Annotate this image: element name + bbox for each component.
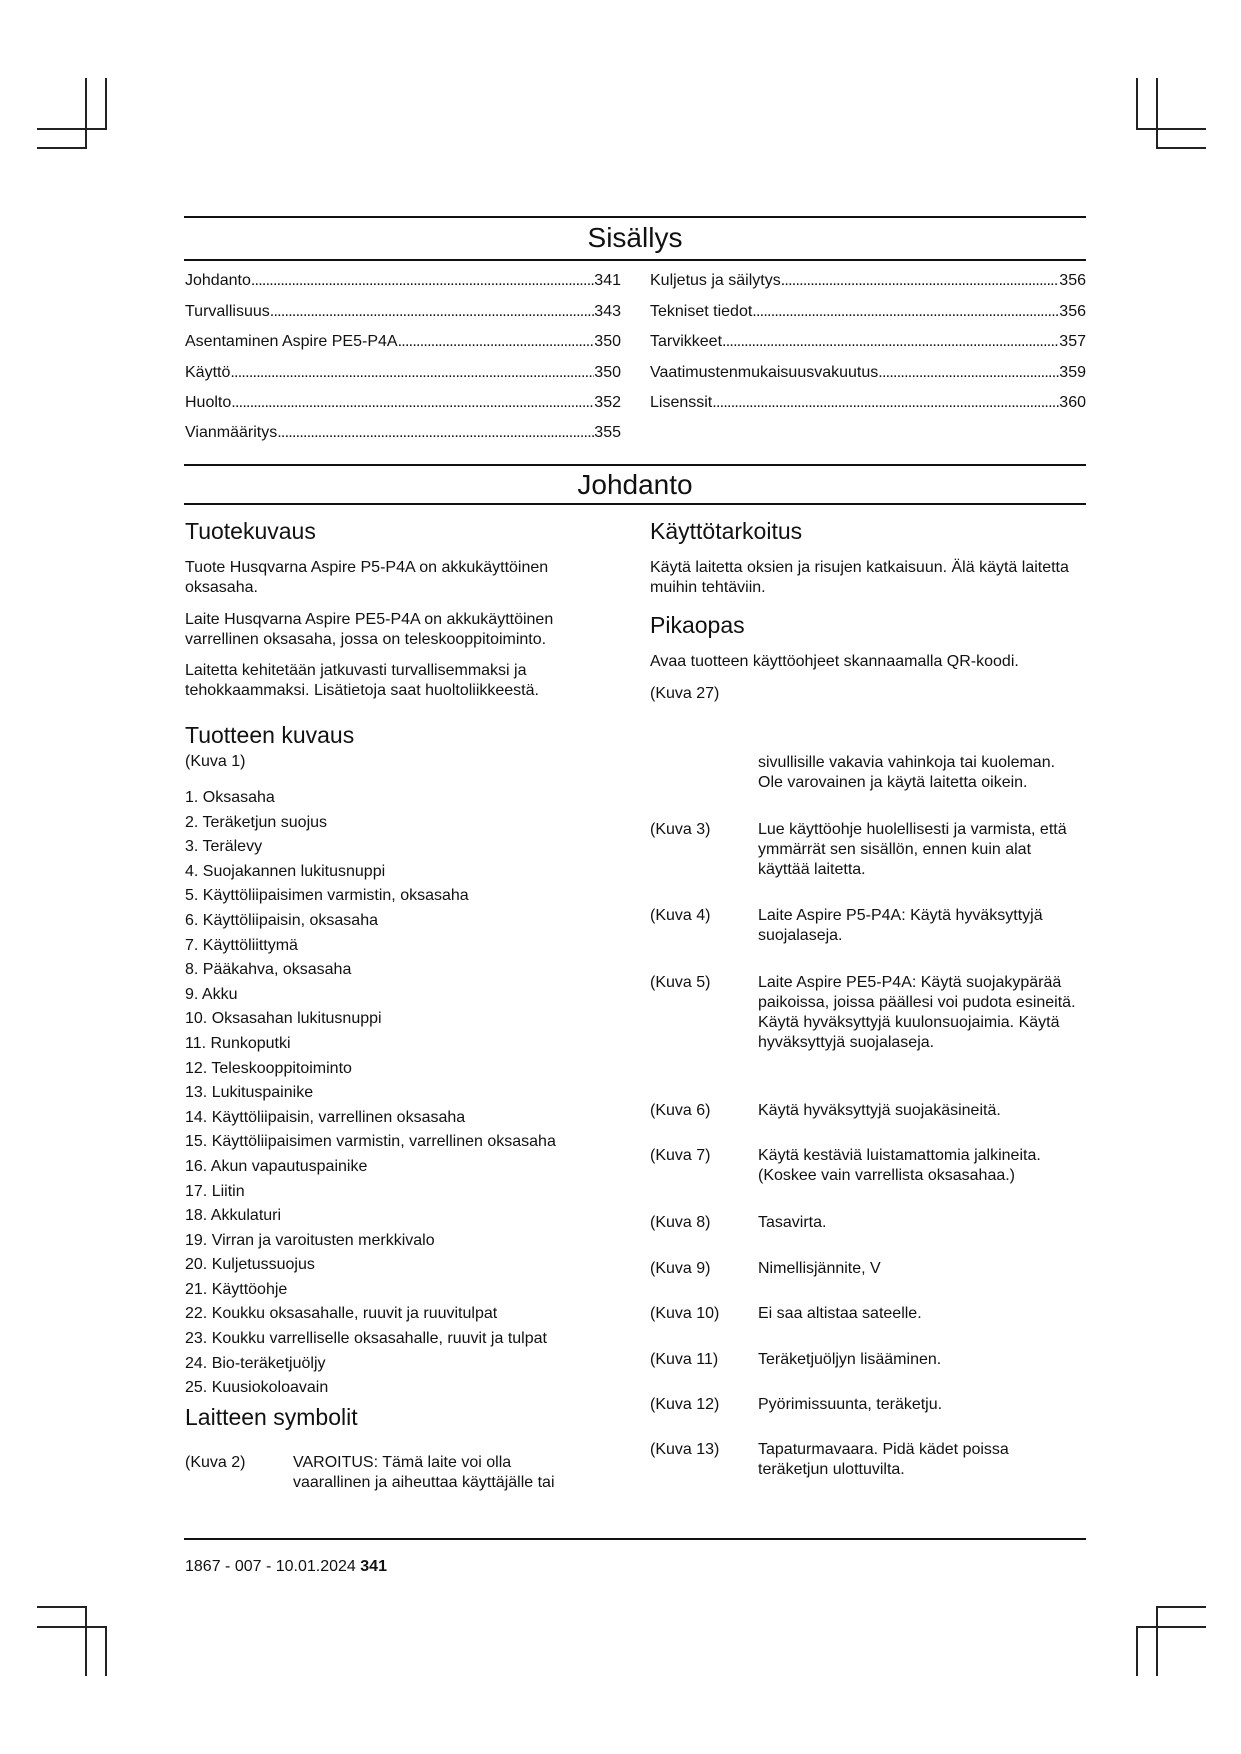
toc-entry-page: 360	[1059, 394, 1086, 411]
divider	[184, 464, 1086, 466]
list-item: 20. Kuljetussuojus	[185, 1256, 315, 1274]
divider	[184, 259, 1086, 261]
toc-entry-label: Turvallisuus	[185, 303, 270, 320]
footer-doc-info: 1867 - 007 - 10.01.2024	[185, 1558, 356, 1575]
footer-divider	[184, 1538, 1086, 1540]
toc-entry-label: Käyttö	[185, 364, 231, 381]
figure-ref: (Kuva 27)	[650, 685, 720, 702]
toc-leader	[781, 272, 1060, 290]
symbol-figure-ref: (Kuva 8)	[650, 1214, 711, 1231]
symbol-description: sivullisille vakavia vahinkoja tai kuoleman. Ole varovainen ja käytä laitetta oikein.	[758, 754, 1056, 791]
symbol-description: Käytä kestäviä luistamattomia jalkineita. (Koskee vain varrellista oksasahaa.)	[758, 1147, 1041, 1184]
section-title: Johdanto	[577, 469, 693, 500]
list-item: 16. Akun vapautuspainike	[185, 1157, 368, 1175]
footer	[185, 1558, 387, 1576]
list-item: 12. Teleskooppitoiminto	[185, 1059, 352, 1077]
symbol-figure-ref: (Kuva 7)	[650, 1147, 711, 1164]
toc-leader	[712, 394, 1059, 412]
list-item: 4. Suojakannen lukitusnuppi	[185, 862, 386, 880]
crop-mark	[85, 78, 87, 148]
list-item: 14. Käyttöliipaisin, varrellinen oksasaha	[185, 1108, 466, 1126]
toc-entry[interactable]	[650, 394, 1086, 412]
toc-title: Sisällys	[587, 222, 683, 253]
toc-entry-page: 356	[1059, 272, 1086, 289]
toc-entry-label: Huolto	[185, 394, 232, 411]
list-item: 8. Pääkahva, oksasaha	[185, 961, 352, 979]
symbol-figure-ref: (Kuva 2)	[185, 1454, 246, 1471]
toc-entry-page: 355	[594, 424, 621, 441]
toc-entry[interactable]	[185, 303, 621, 321]
symbol-description: Laite Aspire PE5-P4A: Käytä suojakypärää paikoissa, joissa päällesi voi pudota esineitä. Käytä hyväksyttyjä kuulonsuojaimia. Käytä hyväksyttyjä suojalaseja.	[758, 974, 1076, 1051]
paragraph: Tuote Husqvarna Aspire P5-P4A on akkukäyttöinen oksasaha.	[185, 559, 549, 596]
heading-intended-use: Käyttötarkoitus	[650, 518, 803, 544]
toc-entry-page: 350	[594, 364, 621, 381]
toc-entry-page: 343	[594, 303, 621, 320]
list-item: 10. Oksasahan lukitusnuppi	[185, 1010, 382, 1028]
toc-entry[interactable]	[650, 303, 1086, 321]
toc-leader	[752, 303, 1059, 321]
heading-quick-guide: Pikaopas	[650, 612, 745, 638]
toc-entry[interactable]	[650, 364, 1086, 382]
toc-entry[interactable]	[185, 272, 621, 290]
toc-entry-label: Lisenssit	[650, 394, 713, 411]
toc-entry-page: 350	[594, 333, 621, 350]
symbol-description: Lue käyttöohje huolellisesti ja varmista, että ymmärrät sen sisällön, ennen kuin alat käyttää laitetta.	[758, 821, 1067, 878]
paragraph: Avaa tuotteen käyttöohjeet skannaamalla QR-koodi.	[650, 653, 1019, 670]
symbol-description: Käytä hyväksyttyjä suojakäsineitä.	[758, 1102, 1001, 1119]
toc-leader	[270, 303, 595, 321]
paragraph: Laitetta kehitetään jatkuvasti turvallisemmaksi ja tehokkaammaksi. Lisätietoja saat huoltoliikkeestä.	[185, 662, 539, 699]
list-item: 22. Koukku oksasahalle, ruuvit ja ruuvitulpat	[185, 1305, 498, 1323]
list-item: 13. Lukituspainike	[185, 1084, 314, 1102]
symbol-description: Nimellisjännite, V	[758, 1260, 881, 1277]
toc-entry[interactable]	[650, 333, 1086, 351]
heading-symbols: Laitteen symbolit	[185, 1404, 358, 1430]
symbol-figure-ref: (Kuva 12)	[650, 1396, 720, 1413]
crop-mark	[1156, 147, 1206, 149]
divider	[184, 503, 1086, 505]
crop-mark	[1156, 78, 1158, 148]
crop-mark	[37, 1606, 87, 1608]
parts-list	[185, 786, 556, 1401]
list-item: 6. Käyttöliipaisin, oksasaha	[185, 911, 378, 929]
list-item: 5. Käyttöliipaisimen varmistin, oksasaha	[185, 887, 469, 905]
toc-entry-label: Tekniset tiedot	[650, 303, 753, 320]
list-item: 7. Käyttöliittymä	[185, 936, 298, 954]
toc-entry-label: Vianmääritys	[185, 424, 278, 441]
symbol-description: VAROITUS: Tämä laite voi olla vaarallinen ja aiheuttaa käyttäjälle tai	[293, 1454, 555, 1491]
list-item: 23. Koukku varrelliselle oksasahalle, ruuvit ja tulpat	[185, 1330, 547, 1348]
list-item: 21. Käyttöohje	[185, 1280, 288, 1298]
symbol-row	[185, 1453, 625, 1497]
list-item: 18. Akkulaturi	[185, 1207, 282, 1225]
divider	[184, 216, 1086, 218]
toc-entry-label: Johdanto	[185, 272, 251, 289]
symbol-description: Tasavirta.	[758, 1214, 827, 1231]
list-item: 1. Oksasaha	[185, 789, 275, 806]
symbol-description: Tapaturmavaara. Pidä kädet poissa teräketjun ulottuvilta.	[758, 1441, 1009, 1478]
symbol-description: Pyörimissuunta, teräketju.	[758, 1396, 943, 1413]
toc-entry-label: Kuljetus ja säilytys	[650, 272, 781, 289]
crop-mark	[37, 128, 107, 130]
toc-entry-page: 357	[1059, 333, 1086, 350]
list-item: 9. Akku	[185, 985, 238, 1003]
toc-leader	[231, 394, 594, 412]
toc-leader	[398, 333, 595, 351]
list-item: 24. Bio-teräketjuöljy	[185, 1354, 326, 1372]
toc-entry-label: Vaatimustenmukaisuusvakuutus	[650, 364, 879, 381]
toc-entry-label: Tarvikkeet	[650, 333, 723, 350]
crop-mark	[37, 1626, 107, 1628]
symbol-figure-ref: (Kuva 4)	[650, 907, 711, 924]
list-item: 2. Teräketjun suojus	[185, 813, 328, 831]
symbol-description: Laite Aspire P5-P4A: Käytä hyväksyttyjä suojalaseja.	[758, 907, 1043, 944]
toc-entry-page: 341	[594, 272, 621, 289]
list-item: 25. Kuusiokoloavain	[185, 1379, 329, 1397]
toc-entry[interactable]	[185, 364, 621, 382]
symbol-figure-ref: (Kuva 9)	[650, 1260, 711, 1277]
toc-entry-page: 359	[1059, 364, 1086, 381]
toc-entry[interactable]	[650, 272, 1086, 290]
heading-product-overview: Tuotteen kuvaus	[185, 722, 355, 748]
crop-mark	[1156, 1606, 1206, 1608]
heading-product-description: Tuotekuvaus	[185, 518, 316, 544]
list-item: 19. Virran ja varoitusten merkkivalo	[185, 1231, 435, 1249]
crop-mark	[1136, 128, 1206, 130]
list-item: 11. Runkoputki	[185, 1034, 291, 1052]
symbol-figure-ref: (Kuva 6)	[650, 1102, 711, 1119]
toc-leader	[230, 364, 594, 382]
symbol-figure-ref: (Kuva 5)	[650, 974, 711, 991]
symbol-description: Ei saa altistaa sateelle.	[758, 1305, 922, 1322]
list-item: 15. Käyttöliipaisimen varmistin, varrellinen oksasaha	[185, 1133, 556, 1151]
paragraph: Laite Husqvarna Aspire PE5-P4A on akkukäyttöinen varrellinen oksasaha, jossa on teleskooppitoiminto.	[185, 611, 554, 648]
crop-mark	[105, 78, 107, 130]
crop-mark	[1156, 1606, 1158, 1676]
toc-leader	[277, 424, 594, 442]
paragraph: Käytä laitetta oksien ja risujen katkaisuun. Älä käytä laitetta muihin tehtäviin.	[650, 559, 1069, 596]
symbol-figure-ref: (Kuva 10)	[650, 1305, 720, 1322]
toc-entry-label: Asentaminen Aspire PE5-P4A	[185, 333, 398, 350]
symbol-description: Teräketjuöljyn lisääminen.	[758, 1351, 942, 1368]
toc-entry[interactable]	[185, 394, 621, 412]
list-item: 17. Liitin	[185, 1182, 245, 1200]
page-number: 341	[360, 1558, 387, 1575]
figure-ref: (Kuva 1)	[185, 753, 246, 770]
crop-mark	[37, 147, 87, 149]
symbol-figure-ref: (Kuva 11)	[650, 1351, 719, 1368]
toc-entry-page: 356	[1059, 303, 1086, 320]
toc-leader	[251, 272, 594, 290]
toc-leader	[878, 364, 1059, 382]
crop-mark	[105, 1626, 107, 1676]
toc-entry[interactable]	[185, 333, 621, 351]
toc-entry[interactable]	[185, 424, 621, 442]
symbol-figure-ref: (Kuva 3)	[650, 821, 711, 838]
toc-leader	[722, 333, 1059, 351]
crop-mark	[1136, 1626, 1206, 1628]
toc-entry-page: 352	[594, 394, 621, 411]
list-item: 3. Terälevy	[185, 838, 263, 856]
crop-mark	[1136, 78, 1138, 130]
crop-mark	[1136, 1626, 1138, 1676]
crop-mark	[85, 1606, 87, 1676]
symbol-figure-ref: (Kuva 13)	[650, 1441, 720, 1458]
